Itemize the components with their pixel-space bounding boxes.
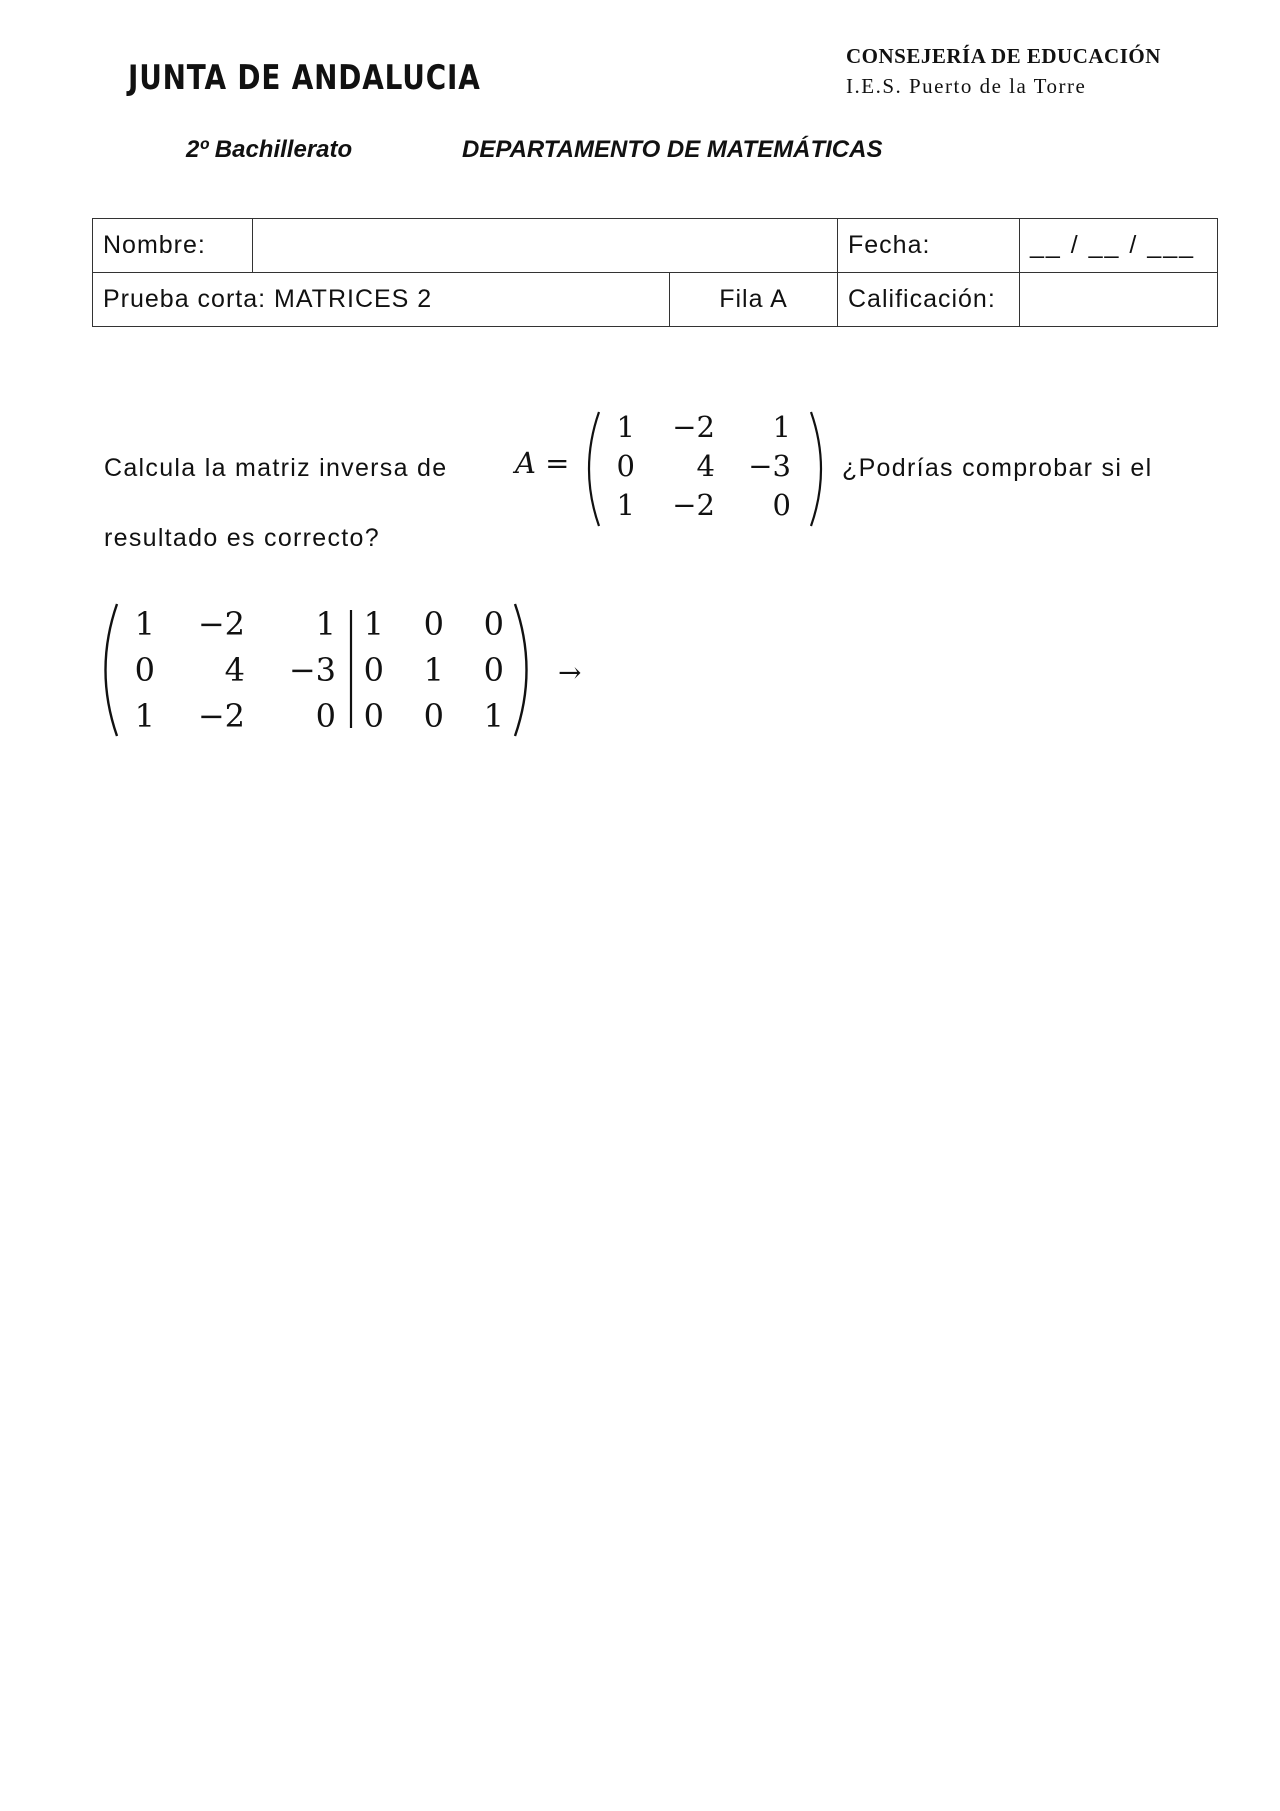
right-paren [515, 604, 527, 736]
cell: 0 [363, 651, 384, 689]
cell: 4 [696, 449, 715, 483]
cell: 1 [134, 605, 155, 643]
cell: 1 [315, 605, 336, 643]
name-label: Nombre: [93, 219, 253, 273]
cell: 1 [134, 697, 155, 735]
cell: 0 [483, 651, 504, 689]
info-row-2 [93, 273, 1218, 327]
cell: 0 [423, 605, 444, 643]
right-paren [811, 412, 821, 526]
matrix-a-label [515, 446, 569, 480]
institution-logo-text: JUNTA DE ANDALUCIA [128, 58, 481, 98]
cell: 0 [315, 697, 336, 735]
cell: 1 [772, 410, 791, 444]
date-field[interactable]: __ / __ / ___ [1020, 219, 1218, 273]
course-label: 2º Bachillerato [186, 136, 353, 163]
cell: −3 [288, 651, 336, 689]
department-title: DEPARTAMENTO DE MATEMÁTICAS [462, 136, 883, 163]
cell: −2 [672, 410, 715, 444]
question-text-end: ¿Podrías comprobar si el [842, 454, 1153, 482]
cell: 0 [772, 488, 791, 522]
cell: 1 [483, 697, 504, 735]
matrix-name: A [515, 446, 536, 480]
cell: −2 [197, 697, 245, 735]
question-text-continued: resultado es correcto? [104, 524, 380, 552]
name-field[interactable] [253, 219, 838, 273]
student-info-table [92, 218, 1218, 327]
school-name: I.E.S. Puerto de la Torre [846, 74, 1087, 98]
grade-label: Calificación: [838, 273, 1020, 327]
council-name: CONSEJERÍA DE EDUCACIÓN [846, 44, 1161, 68]
equals-sign: = [545, 446, 570, 480]
grade-field[interactable] [1020, 273, 1218, 327]
matrix-a [585, 408, 825, 530]
arrow-symbol: → [558, 656, 582, 689]
cell: 1 [423, 651, 444, 689]
question-text-start: Calcula la matriz inversa de [104, 454, 448, 482]
augmented-matrix [100, 600, 600, 740]
left-paren [106, 604, 118, 736]
cell: 1 [616, 488, 635, 522]
cell: 4 [224, 651, 245, 689]
cell: −3 [748, 449, 791, 483]
cell: 0 [363, 697, 384, 735]
info-row-1 [93, 219, 1218, 273]
cell: −2 [672, 488, 715, 522]
cell: 1 [616, 410, 635, 444]
test-title: Prueba corta: MATRICES 2 [93, 273, 670, 327]
left-paren [589, 412, 599, 526]
cell: 1 [363, 605, 384, 643]
cell: 0 [423, 697, 444, 735]
cell: −2 [197, 605, 245, 643]
cell: 0 [483, 605, 504, 643]
row-label: Fila A [670, 273, 838, 327]
cell: 0 [616, 449, 635, 483]
cell: 0 [134, 651, 155, 689]
date-label: Fecha: [838, 219, 1020, 273]
